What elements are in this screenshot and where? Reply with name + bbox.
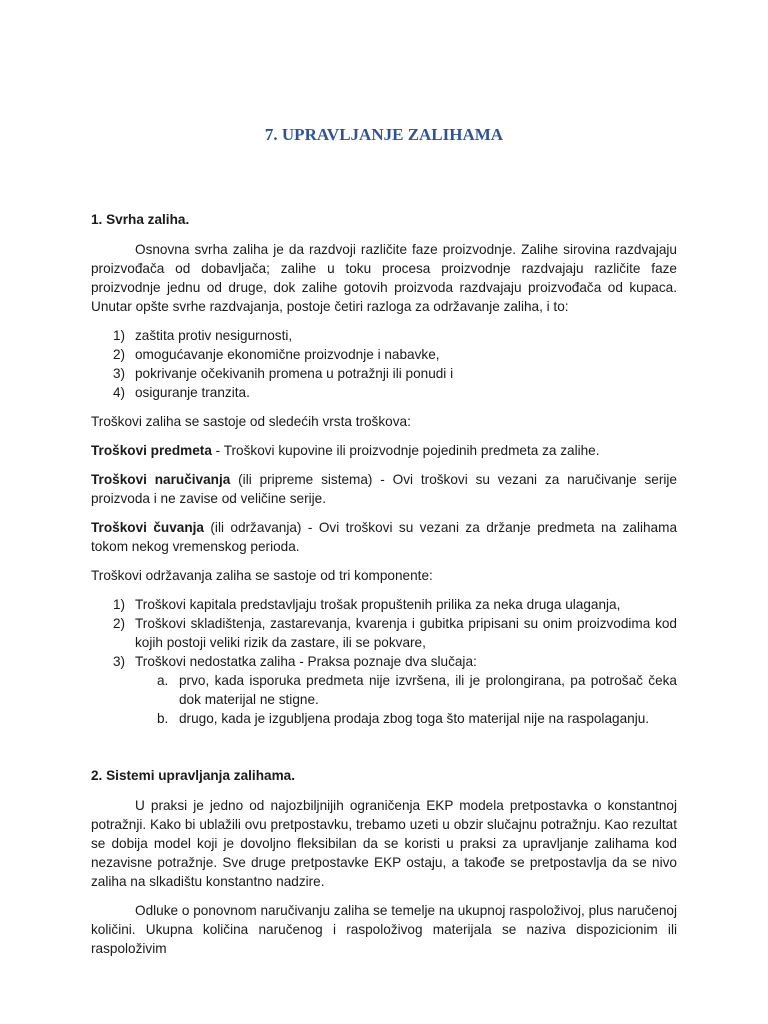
list-item [91, 345, 677, 364]
cost-order-paragraph [91, 470, 677, 508]
page-title: 7. UPRAVLJANJE ZALIHAMA [264, 125, 504, 144]
list-item [91, 652, 677, 728]
systems-paragraph-2: Odluke o ponovnom naručivanju zaliha se temelje na ukupnoj raspoloživoj, plus naručenoj količini. Ukupna količina naručenog i raspoloživog materijala se naziva dispozicionim ili raspoloživim [91, 903, 677, 956]
section-heading-purpose: 1. Svrha zaliha. [91, 212, 190, 227]
sub-list-item-text: prvo, kada isporuka predmeta nije izvršena, ili je prolongirana, pa potrošač čeka dok materijal ne stigne. [179, 673, 677, 707]
list-marker: 1) [113, 597, 126, 612]
document-body [91, 210, 677, 968]
cost-hold-paragraph [91, 518, 677, 556]
list-item [91, 326, 677, 345]
purpose-paragraph: Osnovna svrha zaliha je da razdvoji različite faze proizvodnje. Zalihe sirovina razdvajaju proizvođača od dobavljača; zalihe u toku procesa proizvodnje razdvajaju različite faze proizvodnje jednu od druge, dok zalihe gotovih proizvoda razdvajaju proizvođača od kupaca. Unutar opšte svrhe razdvajanja, postoje četiri razloga za održavanje zaliha, i to: [91, 242, 677, 314]
cost-item-paragraph [91, 441, 677, 460]
cost-item-term: Troškovi predmeta [91, 443, 212, 458]
list-marker: 2) [113, 616, 126, 631]
cases-list [135, 671, 677, 728]
list-item-text: Troškovi skladištenja, zastarevanja, kvarenja i gubitka pripisani su onim proizvodima kod kojih postoji veliki rizik da zastare, ili se pokvare, [135, 616, 677, 650]
list-marker: 2) [113, 347, 126, 362]
list-item-text: Troškovi nedostatka zaliha - Praksa poznaje dva slučaja: [135, 654, 477, 669]
cost-item-text: - Troškovi kupovine ili proizvodnje pojedinih predmeta za zalihe. [211, 443, 600, 458]
systems-paragraph-1: U praksi je jedno od najozbiljnijih ograničenja EKP modela pretpostavka o konstantnoj potražnji. Kako bi ublažili ovu pretpostavku, trebamo uzeti u obzir slučajnu potražnju. Kao rezultat se dobija model koji je dovoljno fleksibilan da se koristi u praksi za upravljanje zalihama kod nezavisne potražnje. Sve druge pretpostavke EKP ostaju, a takođe se pretpostavlja da se nivo zaliha na slkadištu konstantno nadzire. [91, 798, 677, 889]
list-marker: 1) [113, 328, 126, 343]
cost-order-text: (ili pripreme sistema) - Ovi troškovi su vezani za naručivanje serije proizvoda i ne zavise od veličine serije. [91, 472, 677, 506]
section-spacer [91, 738, 677, 766]
cost-hold-term: Troškovi čuvanja [91, 520, 204, 535]
list-item [91, 595, 677, 614]
list-item-text: omogućavanje ekonomične proizvodnje i nabavke, [135, 347, 440, 362]
list-item [91, 614, 677, 652]
sub-list-marker: a. [157, 673, 169, 688]
sub-list-marker: b. [157, 711, 169, 726]
components-list [91, 595, 677, 728]
reasons-list [91, 326, 677, 402]
list-item-text: Troškovi kapitala predstavljaju trošak propuštenih prilika za neka druga ulaganja, [135, 597, 621, 612]
list-marker: 3) [113, 366, 126, 381]
sub-list-item-text: drugo, kada je izgubljena prodaja zbog toga što materijal nije na raspolaganju. [179, 711, 650, 726]
cost-order-term: Troškovi naručivanja [91, 472, 231, 487]
list-marker: 4) [113, 385, 126, 400]
list-item [91, 383, 677, 402]
list-item [91, 364, 677, 383]
cost-hold-text: (ili održavanja) - Ovi troškovi su vezani za držanje predmeta na zalihama tokom nekog vremenskog perioda. [91, 520, 678, 554]
list-marker: 3) [113, 654, 126, 669]
list-item-text: osiguranje tranzita. [135, 385, 250, 400]
list-item-text: pokrivanje očekivanih promena u potražnji ili ponudi i [135, 366, 454, 381]
sub-list-item [135, 671, 677, 709]
holding-intro-paragraph: Troškovi održavanja zaliha se sastoje od tri komponente: [91, 568, 433, 583]
section-heading-systems: 2. Sistemi upravljanja zalihama. [91, 768, 295, 783]
sub-list-item [135, 709, 677, 728]
list-item-text: zaštita protiv nesigurnosti, [135, 328, 293, 343]
costs-intro-paragraph: Troškovi zaliha se sastoje od sledećih vrsta troškova: [91, 414, 411, 429]
